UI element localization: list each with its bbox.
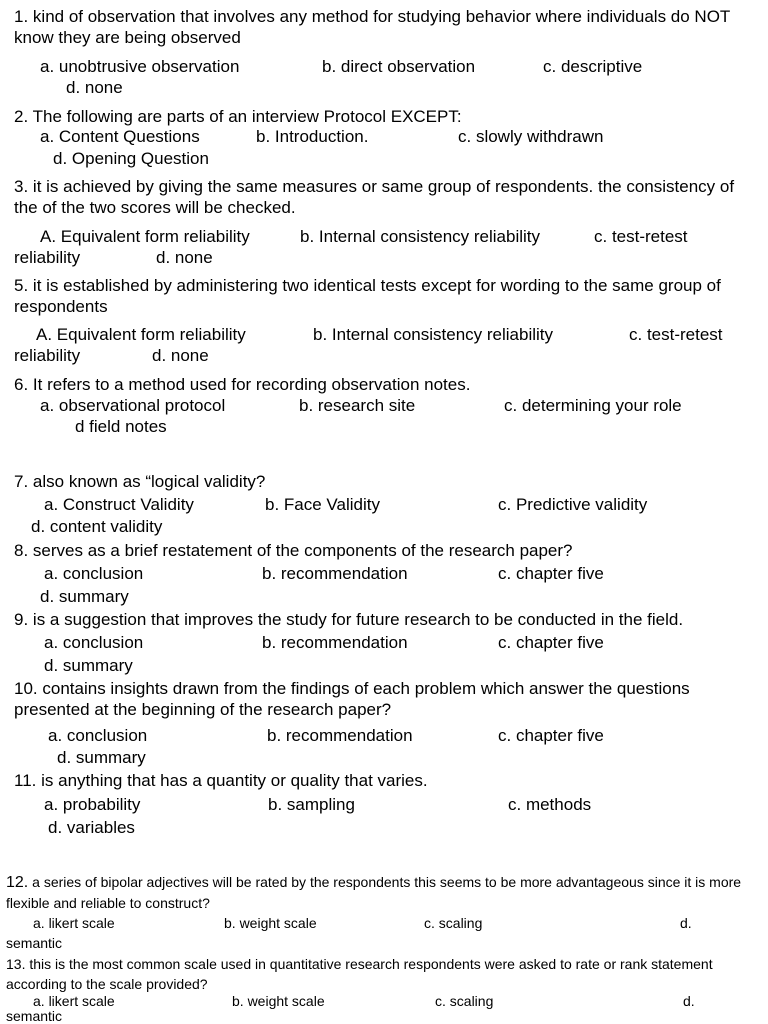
question-2-option-d: d. Opening Question	[53, 149, 209, 168]
question-10-text: contains insights drawn from the findings of each problem which answer the questions presented at the beginning of the research paper?	[14, 679, 690, 719]
question-7-number: 7.	[14, 472, 29, 491]
question-11-text: is anything that has a quantity or quality that varies.	[41, 771, 428, 790]
question-6-option-c: c. determining your role	[504, 396, 682, 415]
question-6-option-b: b. research site	[299, 396, 416, 415]
question-9-option-c: c. chapter five	[498, 633, 604, 652]
question-9-option-d: d. summary	[44, 656, 133, 675]
question-8-stem	[14, 540, 759, 561]
question-13-option-d: d.	[683, 993, 695, 1009]
question-2-stem	[14, 106, 759, 127]
question-3-option-a: A. Equivalent form reliability	[40, 227, 250, 246]
question-2-number: 2.	[14, 107, 29, 126]
question-10-option-d: d. summary	[57, 748, 146, 767]
question-12-stem	[6, 872, 762, 913]
question-12-number: 12.	[6, 874, 29, 891]
question-10-number: 10.	[14, 679, 38, 698]
question-6-stem	[14, 374, 759, 395]
question-12-option-d: d.	[680, 915, 692, 931]
question-7-stem	[14, 471, 759, 492]
question-11-option-a: a. probability	[44, 795, 141, 814]
question-8-option-b: b. recommendation	[262, 564, 408, 583]
question-13-option-a: a. likert scale	[33, 993, 115, 1009]
question-12-text: a series of bipolar adjectives will be rated by the respondents this seems to be more advantageous since it is more flexible and reliable to construct?	[6, 874, 742, 911]
question-11-option-b: b. sampling	[268, 795, 355, 814]
question-1-stem	[14, 6, 759, 48]
question-13-option-d-continuation: semantic	[6, 1008, 63, 1024]
question-13-option-b: b. weight scale	[232, 993, 325, 1009]
question-7-option-d: d. content validity	[31, 517, 163, 536]
question-5-stem	[14, 275, 759, 317]
question-2-option-c: c. slowly withdrawn	[458, 127, 604, 146]
question-3-option-d: d. none	[156, 248, 213, 267]
question-9-stem	[14, 609, 759, 630]
question-2-option-a: a. Content Questions	[40, 127, 200, 146]
question-9-number: 9.	[14, 610, 29, 629]
question-10-option-b: b. recommendation	[267, 726, 413, 745]
question-2-option-b: b. Introduction.	[256, 127, 369, 146]
question-10-option-c: c. chapter five	[498, 726, 604, 745]
question-1-option-b: b. direct observation	[322, 57, 476, 76]
question-8-option-a: a. conclusion	[44, 564, 144, 583]
question-3-stem	[14, 176, 759, 218]
question-13-stem	[6, 954, 762, 994]
question-7-text: also known as “logical validity?	[32, 472, 266, 491]
question-6-option-d: d field notes	[75, 417, 167, 436]
question-11-number: 11.	[14, 771, 37, 790]
question-6-option-a: a. observational protocol	[40, 396, 226, 415]
question-5-number: 5.	[14, 276, 29, 295]
question-6-text: It refers to a method used for recording observation notes.	[32, 375, 471, 394]
question-12-option-a: a. likert scale	[33, 915, 115, 931]
question-10-option-a: a. conclusion	[48, 726, 148, 745]
question-13-number: 13.	[6, 956, 26, 972]
question-8-number: 8.	[14, 541, 29, 560]
question-1-number: 1.	[14, 7, 29, 26]
question-8-option-d: d. summary	[40, 587, 129, 606]
question-1-option-d: d. none	[66, 78, 123, 97]
question-9-option-b: b. recommendation	[262, 633, 408, 652]
question-5-option-d: d. none	[152, 346, 209, 365]
question-3-number: 3.	[14, 177, 29, 196]
question-12-option-d-continuation: semantic	[6, 935, 63, 951]
question-13-text: this is the most common scale used in quantitative research respondents were asked to rate or rank statement according to the scale provided?	[6, 956, 713, 992]
question-13-option-c: c. scaling	[435, 993, 494, 1009]
question-1-option-a: a. unobtrusive observation	[40, 57, 240, 76]
question-5-option-a: A. Equivalent form reliability	[36, 325, 246, 344]
question-3-option-c-continuation: reliability	[14, 248, 81, 267]
question-5-option-c-continuation: reliability	[14, 346, 81, 365]
question-9-option-a: a. conclusion	[44, 633, 144, 652]
question-3-option-b: b. Internal consistency reliability	[300, 227, 541, 246]
question-5-text: it is established by administering two identical tests except for wording to the same group of respondents	[14, 276, 721, 316]
question-1-text: kind of observation that involves any method for studying behavior where individuals do NOT know they are being observed	[14, 7, 730, 47]
question-3-text: it is achieved by giving the same measures or same group of respondents. the consistency of the of the two scores will be checked.	[14, 177, 735, 217]
question-11-option-d: d. variables	[48, 818, 135, 837]
question-8-option-c: c. chapter five	[498, 564, 604, 583]
question-7-option-b: b. Face Validity	[265, 495, 380, 514]
question-9-text: is a suggestion that improves the study for future research to be conducted in the field.	[32, 610, 684, 629]
question-6-number: 6.	[14, 375, 29, 394]
question-7-option-a: a. Construct Validity	[44, 495, 194, 514]
question-5-option-b: b. Internal consistency reliability	[313, 325, 554, 344]
question-3-option-c: c. test-retest	[594, 227, 688, 246]
question-12-option-c: c. scaling	[424, 915, 483, 931]
question-2-text: The following are parts of an interview Protocol EXCEPT:	[32, 107, 462, 126]
question-7-option-c: c. Predictive validity	[498, 495, 648, 514]
question-8-text: serves as a brief restatement of the components of the research paper?	[32, 541, 573, 560]
question-10-stem	[14, 678, 759, 720]
question-11-option-c: c. methods	[508, 795, 592, 814]
question-11-stem	[14, 770, 759, 791]
question-1-option-c: c. descriptive	[543, 57, 643, 76]
question-5-option-c: c. test-retest	[629, 325, 723, 344]
question-12-option-b: b. weight scale	[224, 915, 317, 931]
